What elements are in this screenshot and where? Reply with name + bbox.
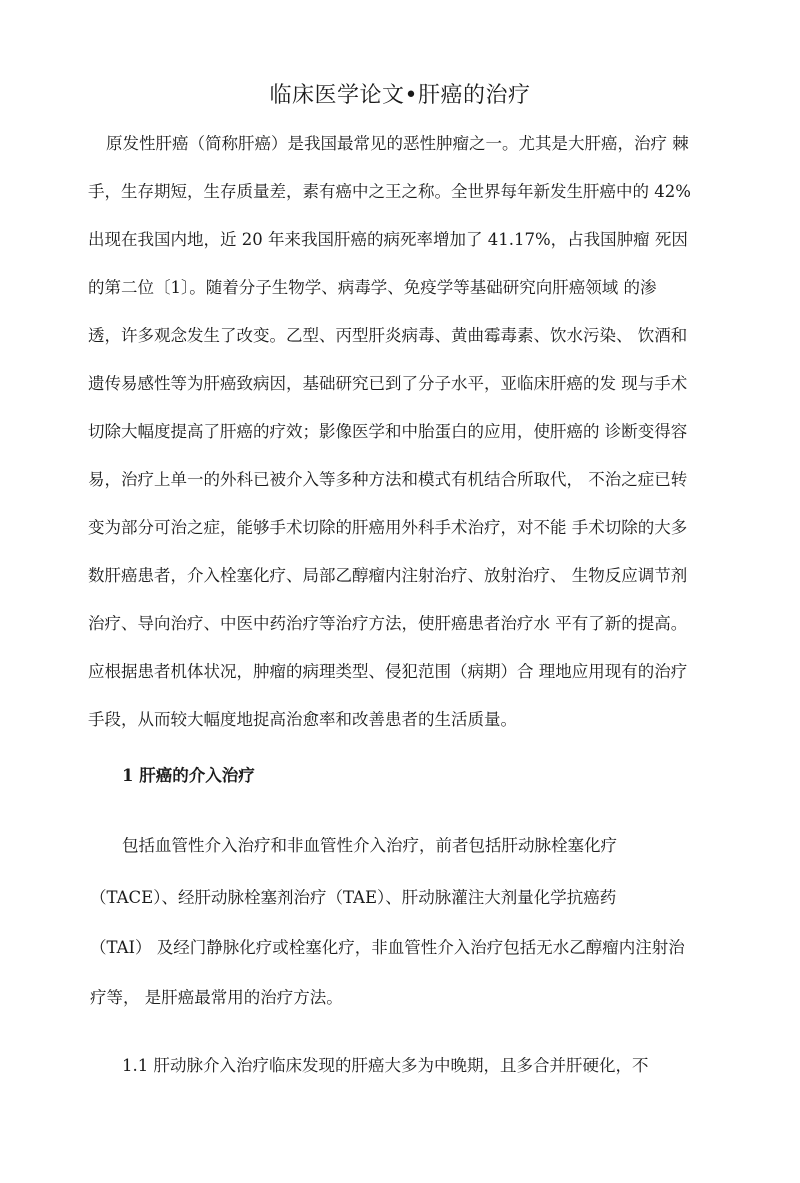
intro-line: 切除大幅度提高了肝癌的疗效；影像医学和中胎蛋白的应用，使肝癌的 诊断变得容 xyxy=(88,422,688,441)
intro-line: 治疗、导向治疗、中医中药治疗等治疗方法，使肝癌患者治疗水 平有了新的提高。 xyxy=(88,614,688,633)
section1-line: 疗等， 是肝癌最常用的治疗方法。 xyxy=(90,988,343,1007)
page-title: 临床医学论文•肝癌的治疗 xyxy=(269,83,531,108)
section-heading: 1 肝癌的介入治疗 xyxy=(122,766,255,785)
section1-line: 包括血管性介入治疗和非血管性介入治疗，前者包括肝动脉栓塞化疗 xyxy=(122,836,617,855)
intro-line: 易，治疗上单一的外科已被介入等多种方法和模式有机结合所取代， 不治之症已转 xyxy=(88,470,688,489)
intro-line: 出现在我国内地，近 20 年来我国肝癌的病死率增加了 41.17%，占我国肿瘤 死因 xyxy=(88,230,688,249)
intro-line: 数肝癌患者，介入栓塞化疗、局部乙醇瘤内注射治疗、放射治疗、 生物反应调节剂 xyxy=(88,566,688,585)
intro-line: 手，生存期短，生存质量差，素有癌中之王之称。全世界每年新发生肝癌中的 42% xyxy=(88,182,691,201)
intro-line: 遗传易感性等为肝癌致病因，基础研究已到了分子水平，亚临床肝癌的发 现与手术 xyxy=(88,374,688,393)
intro-line: 的第二位〔1〕。随着分子生物学、病毒学、免疫学等基础研究向肝癌领域 的渗 xyxy=(88,278,657,297)
section1-line: （TACE）、经肝动脉栓塞剂治疗（TAE）、肝动脉灌注大剂量化学抗癌药 xyxy=(90,888,617,907)
section11-line: 1.1 肝动脉介入治疗临床发现的肝癌大多为中晚期，且多合并肝硬化，不 xyxy=(122,1056,649,1075)
intro-line: 原发性肝癌（简称肝癌）是我国最常见的恶性肿瘤之一。尤其是大肝癌，治疗 棘 xyxy=(106,134,689,153)
intro-line: 变为部分可治之症，能够手术切除的肝癌用外科手术治疗，对不能 手术切除的大多 xyxy=(88,518,688,537)
intro-line: 透，许多观念发生了改变。乙型、丙型肝炎病毒、黄曲霉毒素、饮水污染、 饮酒和 xyxy=(88,326,688,345)
intro-line: 应根据患者机体状况，肿瘤的病理类型、侵犯范围（病期）合 理地应用现有的治疗 xyxy=(88,662,688,681)
intro-line: 手段，从而较大幅度地捉高治愈率和改善患者的生活质量。 xyxy=(88,710,517,729)
section1-line: （TAI） 及经门静脉化疗或栓塞化疗，非血管性介入治疗包括无水乙醇瘤内注射治 xyxy=(90,938,685,957)
